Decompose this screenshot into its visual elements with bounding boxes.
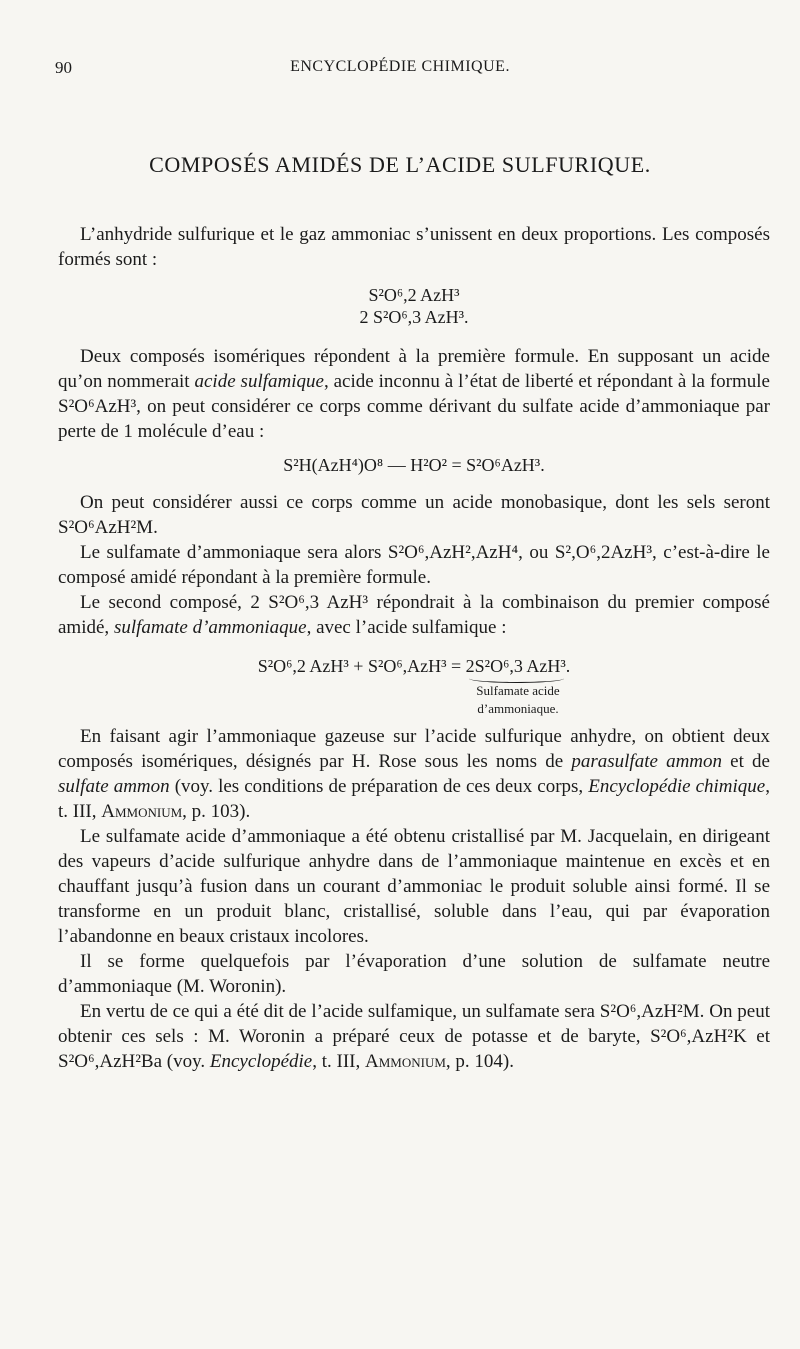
paragraph-7: Le sulfamate acide d’ammoniaque a été obtenu cristallisé par M. Jacquelain, en dirigeant des vapeurs d’acide sulfurique anhydre dans de l’ammoniaque maintenue en excès et en chauffant jusqu’à fusion dans un courant d’ammoniac le produit soluble ainsi formé. Il se transforme en un produit blanc, cristallisé, soluble dans l’eau, qui par évaporation l’abandonne en beaux cristaux incolores. <box>58 826 770 947</box>
section-title: COMPOSÉS AMIDÉS DE L’ACIDE SULFURIQUE. <box>149 152 651 177</box>
formula-dehydration: S²H(AzH⁴)O⁸ — H²O² = S²O⁶AzH³. <box>283 455 545 475</box>
paragraph-8: Il se forme quelquefois par l’évaporation d’une solution de sulfamate neutre d’ammoniaque (M. Woronin). <box>58 951 770 997</box>
italic-reference: Encyclopédie <box>209 1051 313 1072</box>
italic-reference: Encyclopédie chimique <box>588 776 766 797</box>
formula-line-1: S²O⁶,2 AzH³ <box>368 285 460 305</box>
text-run: et de <box>722 751 770 772</box>
formula-note-line-2: d’ammoniaque. <box>477 701 559 716</box>
paragraph-2 <box>58 344 770 444</box>
body-text <box>58 222 770 1074</box>
formula-combination <box>58 654 770 716</box>
text-run: , p. 104). <box>445 1051 514 1072</box>
paragraph-5 <box>58 590 770 640</box>
small-caps-reference: Ammonium <box>101 801 183 822</box>
text-run: Le second composé, 2 S²O⁶,3 AzH³ répondrait à la combinaison du premier composé amidé, <box>58 592 770 638</box>
page-number: 90 <box>55 58 72 77</box>
paragraph-9 <box>58 999 770 1074</box>
formula-line-2: 2 S²O⁶,3 AzH³. <box>359 307 469 327</box>
paragraph-3: On peut considérer aussi ce corps comme un acide monobasique, dont les sels seront S²O⁶AzH²M. <box>58 492 770 538</box>
italic-term: acide sulfamique <box>194 371 324 392</box>
running-header: ENCYCLOPÉDIE CHIMIQUE. <box>290 58 510 75</box>
formula-block-1 <box>58 284 770 328</box>
formula-note-line-1: Sulfamate acide <box>476 683 560 698</box>
text-run: , t. III, <box>312 1051 365 1072</box>
paragraph-4: Le sulfamate d’ammoniaque sera alors S²O⁶,AzH²,AzH⁴, ou S²,O⁶,2AzH³, c’est-à-dire le composé amidé répondant à la première formule. <box>58 542 770 588</box>
text-run: , acide inconnu à l’état de liberté et répondant à la formule S²O⁶AzH³, on peut considérer ce corps comme dérivant du sulfate acide d’ammoniaque par perte de 1 molécule d’eau : <box>58 371 770 442</box>
formula-combination-text: S²O⁶,2 AzH³ + S²O⁶,AzH³ = 2S²O⁶,3 AzH³. <box>257 656 571 676</box>
text-run: En faisant agir l’ammoniaque gazeuse sur l’acide sulfurique anhydre, on obtient deux composés isomériques, désignés par H. Rose sous les noms de <box>58 726 770 772</box>
italic-term: sulfate ammon <box>58 776 170 797</box>
text-run: , avec l’acide sulfamique : <box>306 617 507 638</box>
text-run: , p. 103). <box>182 801 251 822</box>
formula-note <box>456 682 580 718</box>
text-run: , t. III, <box>58 776 770 822</box>
paragraph-1: L’anhydride sulfurique et le gaz ammoniac s’unissent en deux proportions. Les composés formés sont : <box>58 224 770 270</box>
italic-term: parasulfate ammon <box>571 751 723 772</box>
text-run: En vertu de ce qui a été dit de l’acide sulfamique, un sulfamate sera S²O⁶,AzH²M. On peut obtenir ces sels : M. Woronin a préparé ceux de potasse et de baryte, S²O⁶,AzH²K et S²O⁶,AzH²Ba (voy. <box>58 1001 770 1072</box>
small-caps-reference: Ammonium <box>365 1051 446 1072</box>
text-run: (voy. les conditions de préparation de ces deux corps, <box>169 776 589 797</box>
italic-term: sulfamate d’ammoniaque <box>113 617 307 638</box>
paragraph-6 <box>58 724 770 824</box>
text-run: Deux composés isomériques répondent à la première formule. En supposant un acide qu’on nommerait <box>58 346 770 392</box>
